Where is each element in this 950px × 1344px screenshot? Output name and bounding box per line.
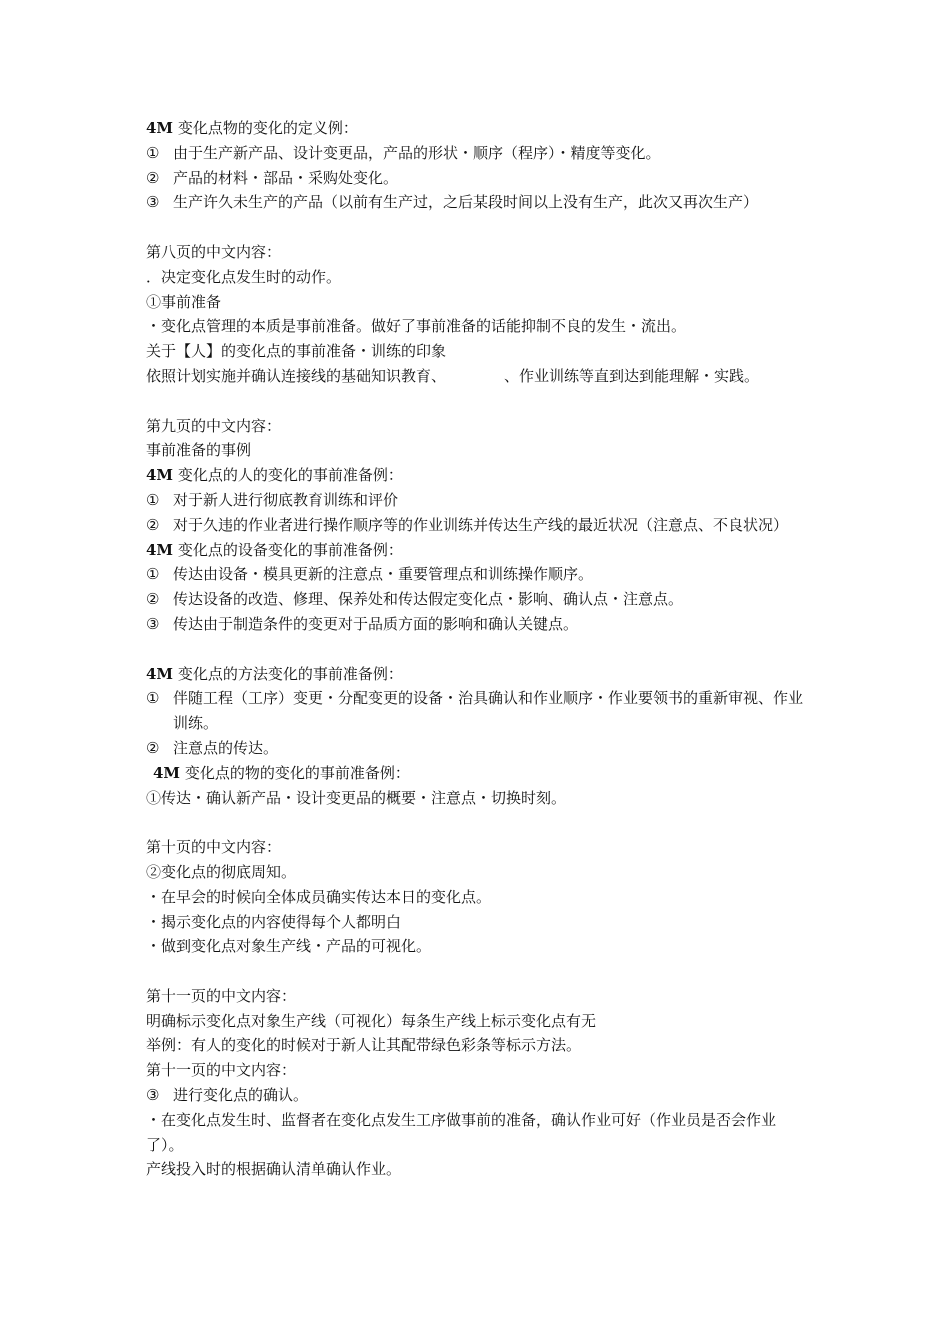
page11-heading: 第十一页的中文内容：: [146, 986, 297, 1005]
list-item-text: 进行变化点的确认。: [173, 1086, 309, 1105]
paragraph-gap: [146, 215, 810, 240]
list-item: [146, 190, 810, 215]
list-marker: ②: [146, 738, 160, 757]
page11-heading-repeat: 第十一页的中文内容：: [146, 1061, 297, 1080]
list-item-text: 产品的材料・部品・采购处变化。: [173, 168, 399, 187]
text-segment: 、作业训练等直到达到能理解・实践。: [504, 366, 760, 385]
list-item-text: 注意点的传达。: [173, 738, 279, 757]
paragraph-gap: [146, 637, 810, 662]
list-item-text: 由于生产新产品、设计变更品，产品的形状・顺序（程序）・精度等变化。: [173, 143, 661, 162]
page10-heading: 第十页的中文内容：: [146, 838, 282, 857]
paragraph-line: 事前准备的事例: [146, 441, 252, 460]
list-item: [146, 141, 810, 166]
heading-text: 变化点的设备变化的事前准备例：: [173, 540, 403, 559]
list-item-text: 生产许久未生产的产品（以前有生产过，之后某段时间以上没有生产，此次又再次生产）: [173, 193, 759, 212]
heading-prefix: 4M: [146, 466, 174, 485]
list-item-text: 对于久违的作业者进行操作顺序等的作业训练并传达生产线的最近状况（注意点、不良状况）: [173, 515, 789, 534]
list-marker: ③: [146, 1086, 160, 1105]
list-marker: ③: [146, 614, 160, 633]
list-item-text: 传达设备的改造、修理、保养处和传达假定变化点・影响、确认点・注意点。: [173, 590, 684, 609]
list-item-text: 传达由于制造条件的变更对于品质方面的影响和确认关键点。: [173, 614, 579, 633]
page9-heading: 第九页的中文内容：: [146, 416, 282, 435]
list-marker: ①: [146, 689, 160, 708]
paragraph-line: ①事前准备: [146, 292, 222, 311]
list-marker: ②: [146, 168, 160, 187]
heading-text: 变化点的人的变化的事前准备例：: [173, 466, 403, 485]
paragraph-line: ②变化点的彻底周知。: [146, 862, 297, 881]
list-item-text: 对于新人进行彻底教育训练和评价: [173, 490, 399, 509]
list-item: [146, 562, 810, 587]
heading-text: 变化点物的变化的定义例：: [173, 119, 358, 137]
document-body: [146, 116, 810, 1182]
paragraph-line: 产线投入时的根据确认清单确认作业。: [146, 1160, 402, 1179]
method-heading: [146, 662, 810, 687]
list-marker: ①: [146, 490, 160, 509]
paragraph-text: ・在变化点发生时、监督者在变化点发生工序做事前的准备，确认作业可好（作业员是否会作业了）。: [146, 1110, 777, 1154]
paragraph-line: ・变化点管理的本质是事前准备。做好了事前准备的话能抑制不良的发生・流出。: [146, 317, 687, 336]
list-item: [146, 612, 810, 637]
list-marker: ②: [146, 590, 160, 609]
paragraph-line: ①传达・确认新产品・设计变更品的概要・注意点・切换时刻。: [146, 788, 567, 807]
heading-prefix: 4M: [153, 763, 181, 782]
list-marker: ③: [146, 193, 160, 212]
paragraph-gap: [146, 959, 810, 984]
paragraph-line: [146, 364, 810, 389]
heading-text: 变化点的方法变化的事前准备例：: [173, 664, 403, 683]
paragraph-line: ．决定变化点发生时的动作。: [146, 267, 342, 286]
heading-prefix: 4M: [146, 119, 174, 137]
heading-prefix: 4M: [146, 664, 174, 683]
paragraph-line: 举例：有人的变化的时候对于新人让其配带绿色彩条等标示方法。: [146, 1036, 582, 1055]
list-marker: ①: [146, 565, 160, 584]
list-marker: ②: [146, 515, 160, 534]
paragraph-gap: [146, 810, 810, 835]
list-item: [146, 736, 810, 761]
list-item: [146, 587, 810, 612]
page8-heading: 第八页的中文内容：: [146, 242, 282, 261]
heading-text: 变化点的物的变化的事前准备例：: [180, 763, 410, 782]
list-item: [146, 686, 810, 736]
person-heading: [146, 463, 810, 488]
definition-heading: [146, 116, 810, 141]
equipment-heading: [146, 538, 810, 563]
text-segment: 依照计划实施并确认连接线的基础知识教育、: [146, 366, 447, 385]
heading-prefix: 4M: [146, 540, 174, 559]
paragraph-line: 关于【人】的变化点的事前准备・训练的印象: [146, 342, 447, 361]
paragraph-line: ・做到变化点对象生产线・产品的可视化。: [146, 937, 432, 956]
list-item: [146, 513, 810, 538]
paragraph-line: ・揭示变化点的内容使得每个人都明白: [146, 912, 402, 931]
list-item: [146, 1083, 810, 1108]
paragraph-line: ・在早会的时候向全体成员确实传达本日的变化点。: [146, 887, 492, 906]
paragraph-gap: [146, 389, 810, 414]
paragraph-wrapped: [146, 1108, 810, 1158]
list-item: [146, 166, 810, 191]
material-heading: [146, 761, 810, 786]
list-item-text: 传达由设备・模具更新的注意点・重要管理点和训练操作顺序。: [173, 565, 594, 584]
list-item-text: 伴随工程（工序）变更・分配变更的设备・治具确认和作业顺序・作业要领书的重新审视、作业训练。: [173, 689, 804, 733]
paragraph-line: 明确标示变化点对象生产线（可视化）每条生产线上标示变化点有无: [146, 1011, 597, 1030]
list-marker: ①: [146, 143, 160, 162]
list-item: [146, 488, 810, 513]
